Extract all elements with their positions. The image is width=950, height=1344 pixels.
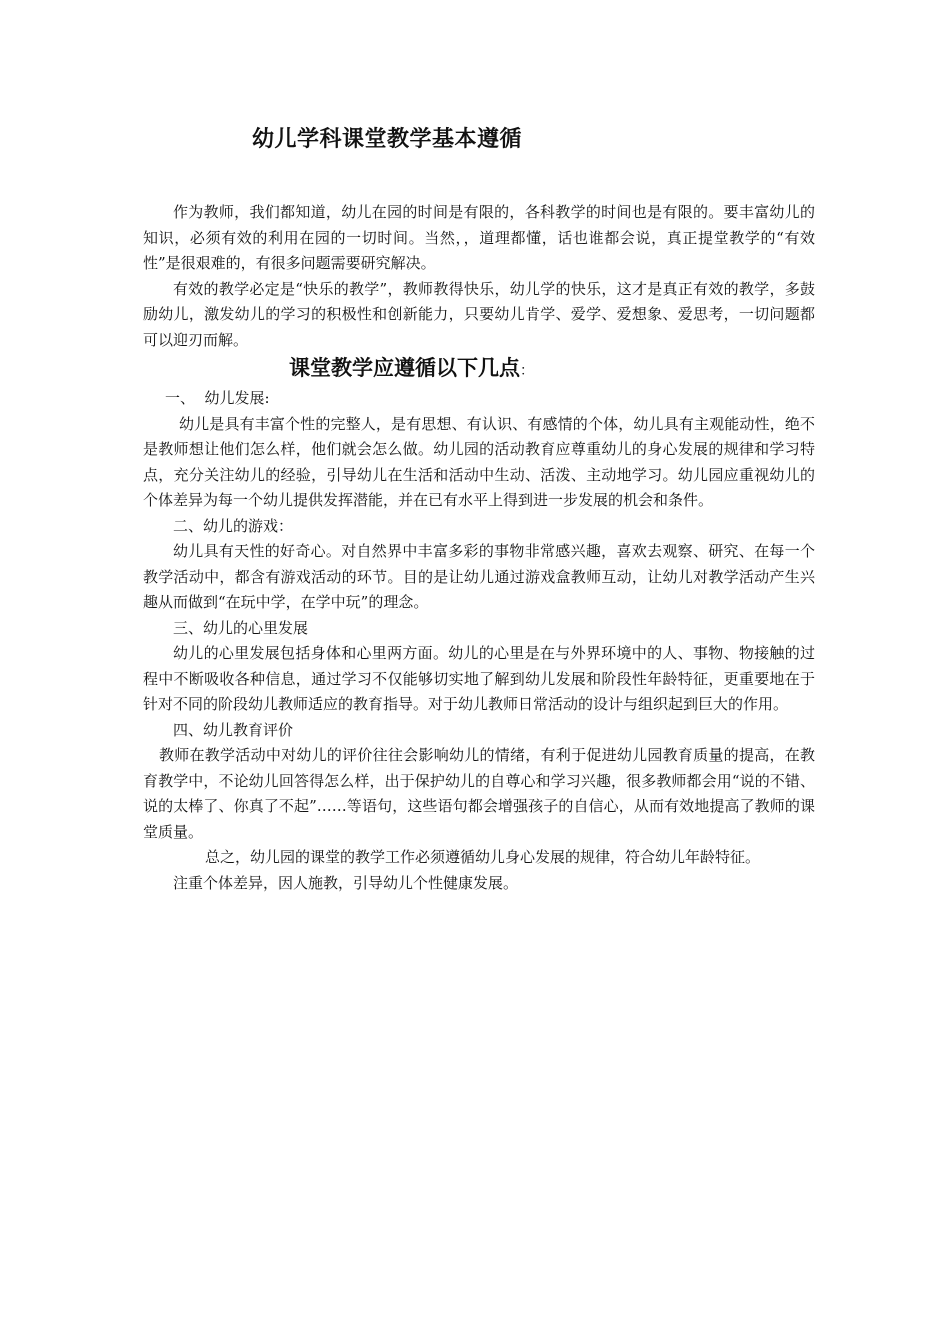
section-heading: 四、幼儿教育评价 (173, 720, 294, 739)
conclusion-line: 总之，幼儿园的课堂的教学工作必须遵循幼儿身心发展的规律，符合幼儿年龄特征。 (205, 848, 761, 866)
subtitle-colon: ： (520, 363, 534, 379)
intro-paragraph: 有效的教学必定是“快乐的教学”，教师教得快乐，幼儿学的快乐，这才是真正有效的教学，多鼓励幼儿，激发幼儿的学习的积极性和创新能力，只要幼儿肯学、爱学、爱想象、爱思考，一切问题都可以迎刃而解。 (143, 279, 815, 349)
section-text: 幼儿的心里发展包括身体和心里两方面。幼儿的心里是在与外界环境中的人、事物、物接触的过程中不断吸收各种信息，通过学习不仅能够切实地了解到幼儿发展和阶段性年龄特征，更重要地在于针对不同的阶段幼儿教师适应的教育指导。对于幼儿教师日常活动的设计与组织起到巨大的作用。 (143, 644, 815, 713)
section-text: 幼儿是具有丰富个性的完整人，是有思想、有认识、有感情的个体，幼儿具有主观能动性，绝不是教师想让他们怎么样，他们就会怎么做。幼儿园的活动教育应尊重幼儿的身心发展的规律和学习特点，充分关注幼儿的经验，引导幼儿在生活和活动中生动、活泼、主动地学习。幼儿园应重视幼儿的个体差异为每一个幼儿提供发挥潜能，并在已有水平上得到进一步发展的机会和条件。 (143, 414, 815, 509)
section-subtitle (143, 353, 815, 386)
intro-paragraph: 作为教师，我们都知道，幼儿在园的时间是有限的，各科教学的时间也是有限的。要丰富幼儿的知识，必须有效的利用在园的一切时间。当然，，道理都懂，话也谁都会说，真正提堂教学的“有效性”是很艰难的，有很多问题需要研究解决。 (143, 203, 815, 272)
section-heading: 一、 幼儿发展: (165, 389, 270, 407)
subtitle-text: 课堂教学应遵循以下几点 (289, 355, 520, 380)
section-text: 教师在教学活动中对幼儿的评价往往会影响幼儿的情绪，有利于促进幼儿园教育质量的提高，在教育教学中，不论幼儿回答得怎么样，出于保护幼儿的自尊心和学习兴趣，很多教师都会用“说的不错、说的太棒了、你真了不起”……等语句，这些语句都会增强孩子的自信心，从而有效地提高了教师的课堂质量。 (143, 746, 815, 841)
document-body (143, 200, 815, 896)
section-heading: 二、幼儿的游戏： (173, 516, 294, 535)
section-heading: 三、幼儿的心里发展 (173, 618, 309, 637)
section-text: 幼儿具有天性的好奇心。对自然界中丰富多彩的事物非常感兴趣，喜欢去观察、研究、在每一个教学活动中，都含有游戏活动的环节。目的是让幼儿通过游戏盒教师互动，让幼儿对教学活动产生兴趣从而做到“在玩中学，在学中玩”的理念。 (143, 542, 815, 611)
conclusion-line: 注重个体差异，因人施教，引导幼儿个性健康发展。 (173, 873, 519, 892)
document-title: 幼儿学科课堂教学基本遵循 (252, 126, 523, 152)
